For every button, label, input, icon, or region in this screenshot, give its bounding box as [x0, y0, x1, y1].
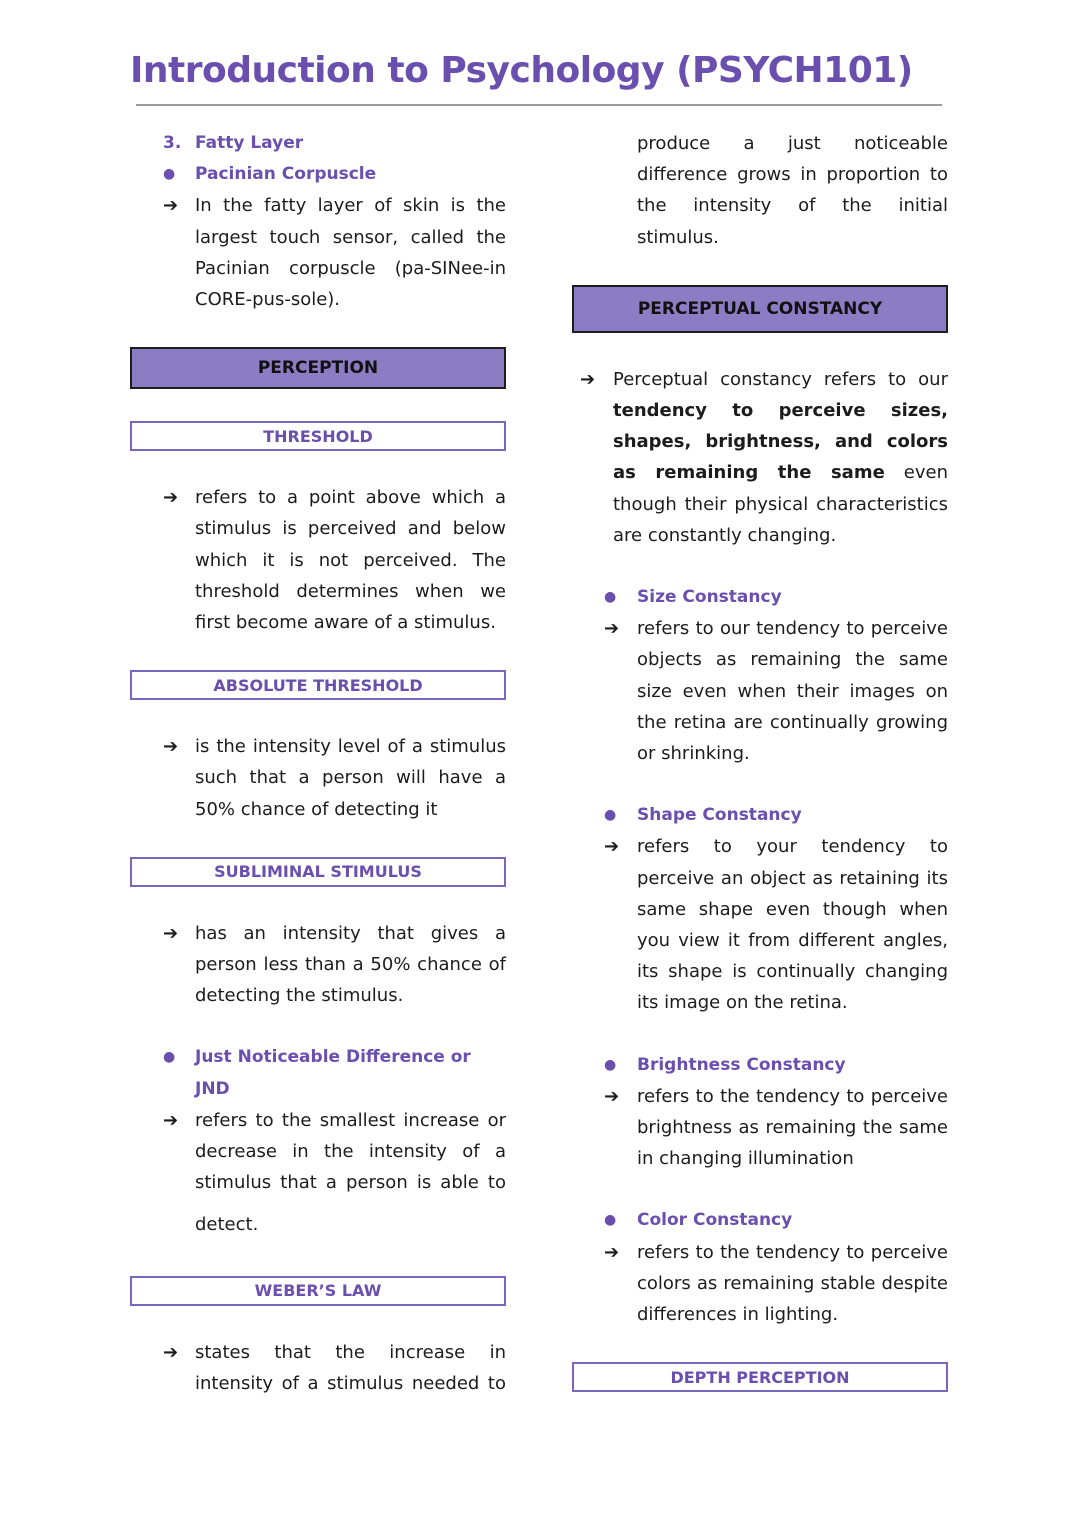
list-item-size-constancy: [572, 582, 948, 613]
shape-constancy-paragraph: [572, 831, 948, 1018]
shape-constancy-text: refers to your tendency to perceive an object as retaining its same shape even though when you view it from different angles, its shape is continually changing its image on the retina.: [637, 836, 948, 1014]
pacinian-paragraph: [130, 190, 506, 315]
page-title: Introduction to Psychology (PSYCH101): [130, 50, 913, 91]
brightness-constancy-paragraph: [572, 1081, 948, 1175]
arrow-icon: ➔: [163, 922, 179, 944]
left-column: [130, 128, 506, 1399]
arrow-icon: ➔: [604, 1085, 620, 1107]
perceptual-constancy-paragraph: [572, 364, 948, 551]
color-constancy-text: refers to the tendency to perceive colors as remaining stable despite differences in lighting.: [637, 1241, 948, 1326]
weber-paragraph: [130, 1337, 506, 1399]
weber-continued-text: produce a just noticeable difference grows in proportion to the intensity of the initial stimulus.: [637, 133, 948, 248]
list-item-brightness-constancy: [572, 1050, 948, 1081]
size-constancy-text: refers to our tendency to perceive objects as remaining the same size even when their images on the retina are continually growing or shrinking.: [637, 618, 948, 765]
brightness-constancy-text: refers to the tendency to perceive brightness as remaining the same in changing illumination: [637, 1085, 948, 1170]
subliminal-text: has an intensity that gives a person less than a 50% chance of detecting the stimulus.: [195, 922, 506, 1007]
weber-text: states that the increase in intensity of a stimulus needed to: [195, 1341, 506, 1394]
arrow-icon: ➔: [163, 487, 179, 509]
jnd-text-end: detect.: [195, 1214, 259, 1236]
depth-perception-header: DEPTH PERCEPTION: [572, 1362, 948, 1392]
right-column: [572, 128, 948, 1392]
absolute-threshold-text: is the intensity level of a stimulus such that a person will have a 50% chance of detecting it: [195, 736, 506, 820]
perception-header: PERCEPTION: [130, 347, 506, 389]
arrow-icon: ➔: [163, 1341, 179, 1363]
number-marker: 3.: [163, 133, 182, 153]
jnd-text: refers to the smallest increase or decrease in the intensity of a stimulus that a person is able to: [195, 1109, 506, 1194]
shape-constancy-heading: Shape Constancy: [637, 805, 802, 826]
perceptual-constancy-header: PERCEPTUAL CONSTANCY: [572, 285, 948, 333]
arrow-icon: ➔: [163, 736, 179, 758]
list-item-pacinian: [130, 159, 506, 190]
arrow-icon: ➔: [580, 368, 596, 390]
list-item-color-constancy: [572, 1205, 948, 1236]
bullet-icon: ●: [163, 166, 176, 183]
arrow-icon: ➔: [604, 1241, 620, 1263]
size-constancy-paragraph: [572, 613, 948, 769]
bullet-icon: ●: [604, 589, 617, 606]
arrow-icon: ➔: [163, 195, 179, 217]
list-item-shape-constancy: [572, 800, 948, 831]
list-item-fatty-layer: [130, 128, 506, 159]
brightness-constancy-heading: Brightness Constancy: [637, 1054, 846, 1075]
size-constancy-heading: Size Constancy: [637, 587, 782, 608]
jnd-paragraph-end: [130, 1209, 506, 1240]
jnd-heading: Just Noticeable Difference or JND: [195, 1047, 471, 1099]
arrow-icon: ➔: [604, 618, 620, 640]
absolute-threshold-header: ABSOLUTE THRESHOLD: [130, 670, 506, 700]
subliminal-stimulus-header: SUBLIMINAL STIMULUS: [130, 857, 506, 887]
constancy-text-bold: tendency to perceive sizes, shapes, brightness, and colors as remaining the same: [613, 400, 948, 484]
bullet-icon: ●: [604, 1056, 617, 1073]
bullet-icon: ●: [604, 1212, 617, 1229]
color-constancy-paragraph: [572, 1237, 948, 1331]
webers-law-header: WEBER’S LAW: [130, 1276, 506, 1306]
threshold-text: refers to a point above which a stimulus is perceived and below which it is not perceived. The threshold determines when we first become aware of a stimulus.: [195, 487, 506, 634]
subliminal-paragraph: [130, 918, 506, 1012]
weber-continued-paragraph: [572, 128, 948, 253]
pacinian-text: In the fatty layer of skin is the largest touch sensor, called the Pacinian corpuscle (pa-SINee-in CORE-pus-sole).: [195, 195, 506, 311]
threshold-header: THRESHOLD: [130, 421, 506, 451]
arrow-icon: ➔: [604, 836, 620, 858]
constancy-text-pre: Perceptual constancy refers to our: [613, 368, 948, 390]
arrow-icon: ➔: [163, 1109, 179, 1131]
title-divider: [136, 104, 942, 106]
jnd-paragraph: [130, 1105, 506, 1199]
color-constancy-heading: Color Constancy: [637, 1210, 793, 1231]
bullet-icon: ●: [604, 807, 617, 824]
fatty-layer-heading: Fatty Layer: [195, 133, 304, 153]
constancy-text-post: even though their physical characteristics are constantly changing.: [613, 462, 949, 546]
threshold-paragraph: [130, 482, 506, 638]
bullet-icon: ●: [163, 1049, 176, 1066]
pacinian-heading: Pacinian Corpuscle: [195, 164, 377, 185]
list-item-jnd: [130, 1042, 506, 1104]
absolute-threshold-paragraph: [130, 731, 506, 825]
